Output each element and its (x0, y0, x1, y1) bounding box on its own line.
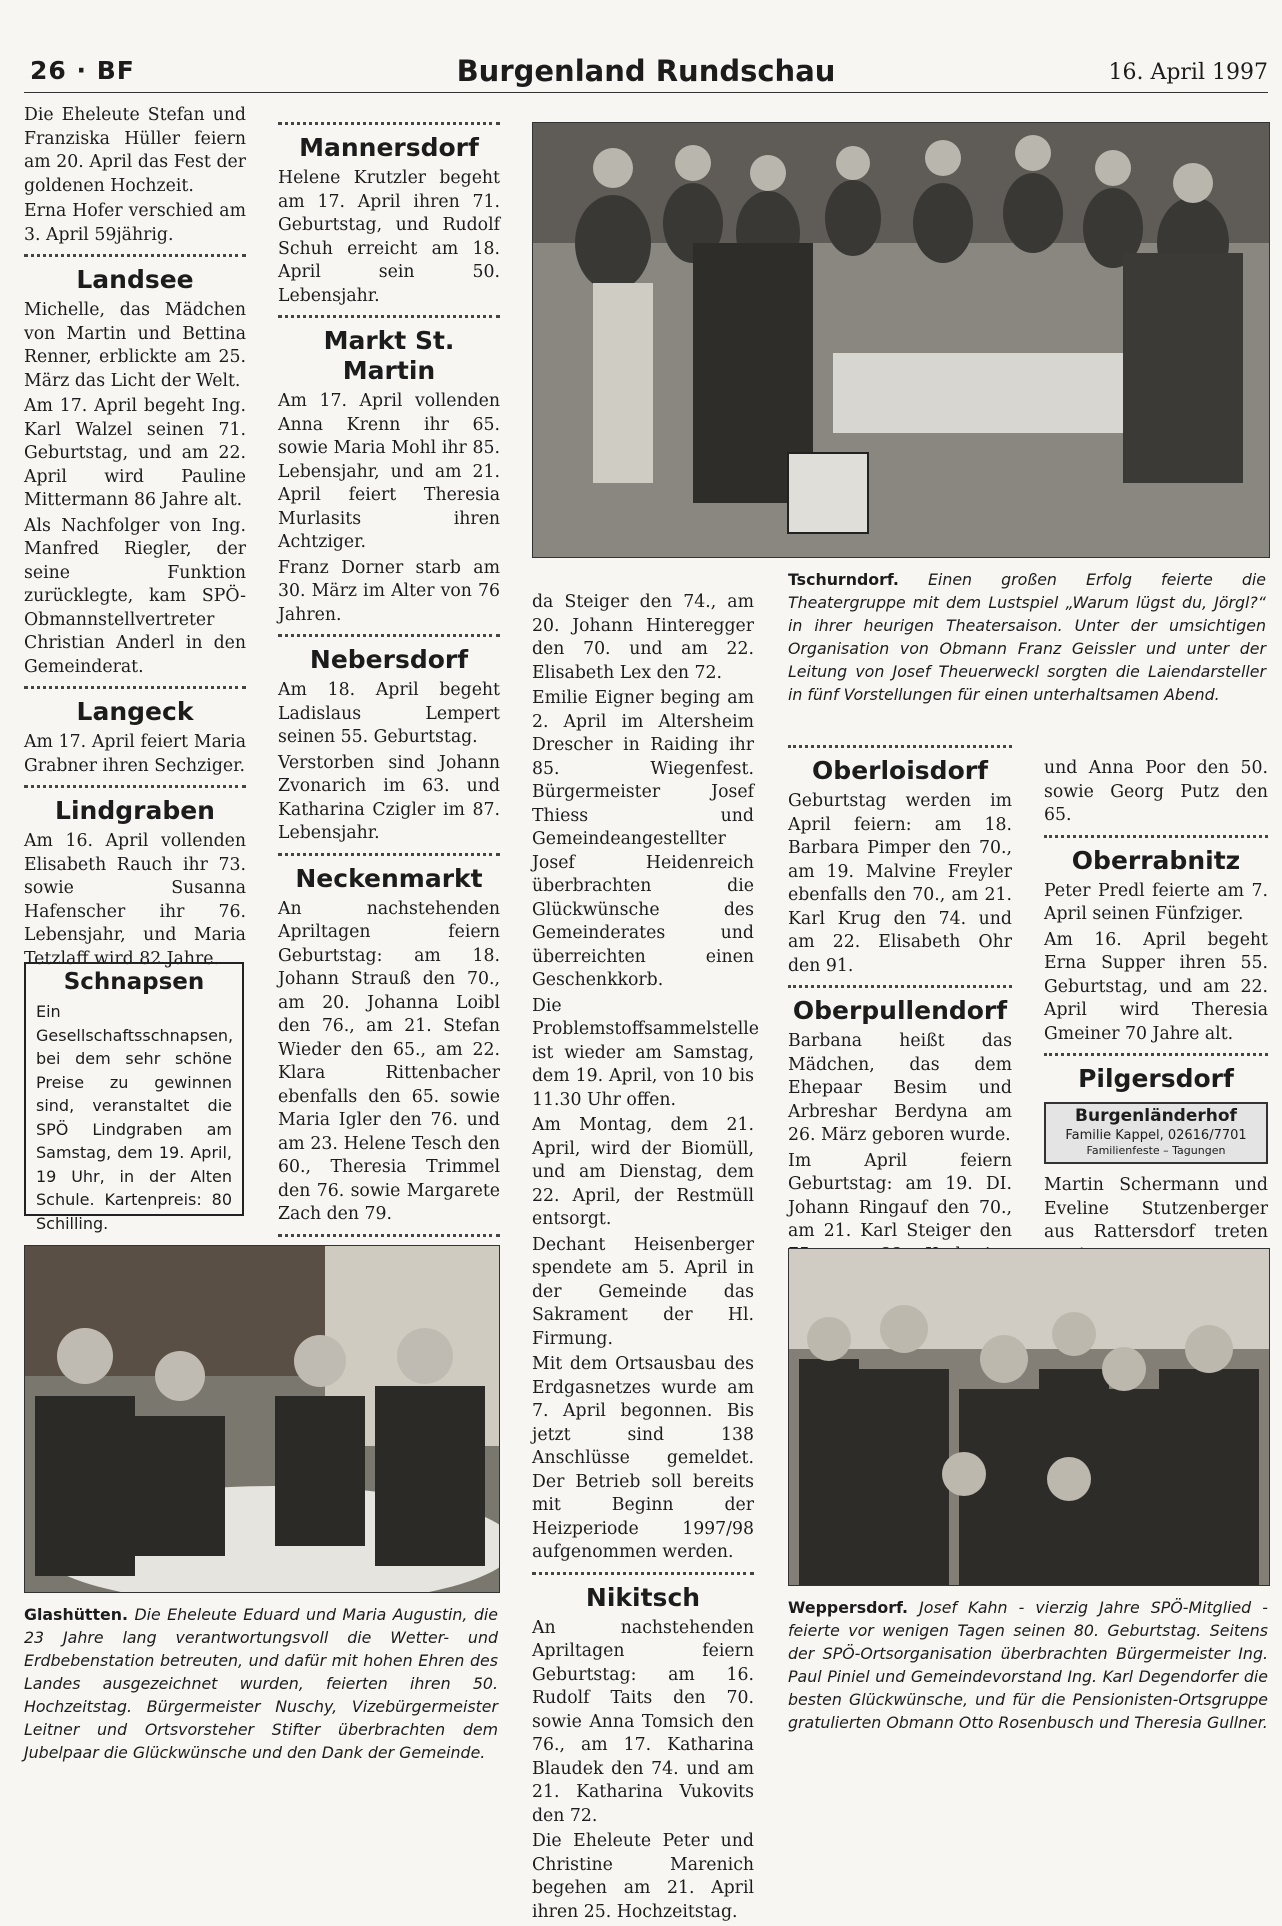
section-title-langeck: Langeck (24, 686, 246, 727)
paragraph: Emilie Eigner beging am 2. April im Altersheim Drescher in Raiding ihr 85. Wiegenfest. Bürgermeister Josef Thiess und Gemeindeangestellter Josef Heidenreich überbrachten die Glückwünsche des Gemeinderates und überreichten einen Geschenkkorb. (532, 688, 754, 990)
paragraph: Mit dem Ortsausbau des Erdgasnetzes wurde am 7. April begonnen. Bis jetzt sind 138 Anschlüsse gemeldet. Der Betrieb soll bereits mit Beginn der Heizperiode 1997/98 aufgenommen werden. (532, 1354, 754, 1562)
section-title-nebersdorf: Nebersdorf (278, 634, 500, 675)
column-3 (532, 591, 760, 1926)
paragraph: Barbana heißt das Mädchen, das dem Ehepaar Besim und Arbreshar Berdyna am 26. März geboren wurde. (788, 1031, 1012, 1145)
column-1 (24, 104, 246, 973)
paragraph: Die Problemstoffsammelstelle ist wieder am Samstag, dem 19. April, von 10 bis 11.30 Uhr offen. (532, 995, 760, 1110)
caption-place: Weppersdorf. (788, 1598, 909, 1617)
paragraph: Martin Schermann und Eveline Stutzenberger aus Rattersdorf treten (1044, 1175, 1268, 1242)
section-title-lindgraben: Lindgraben (24, 785, 246, 826)
caption-weppersdorf (788, 1596, 1268, 1734)
paragraph: Im April feiern Geburtstag: am 19. DI. Johann Ringauf den 70., am 21. Karl Steiger den (788, 1150, 1012, 1241)
paragraph: Die Eheleute Stefan und Franziska Hüller feiern am 20. April das Fest der goldenen Hochzeit. (24, 105, 246, 196)
section-title-mannersdorf: Mannersdorf (278, 122, 500, 163)
section-title-pilgersdorf: Pilgersdorf (1044, 1053, 1268, 1094)
theater-group-photo (532, 122, 1270, 558)
caption-text: Einen großen Erfolg feierte die Theatergruppe mit dem Lustspiel „Warum lügst du, Jörgl?“ in ihrer heurigen Theatersaison. Unter der umsichtigen Organisation von Obmann Franz Geissler und unter der Leitung von Josef Theuerweckl sorgten die Laiendarsteller in fünf Vorstellungen für einen unterhaltsamen Abend. (788, 570, 1266, 704)
page-number: 26 · BF (30, 56, 135, 85)
paragraph: An nachstehenden Apriltagen feiern Geburtstag: am 18. Johann Strauß den 70., am 20. Johanna Loibl den 76., am 21. Stefan Wieder den 65., am 22. Klara Rittenbacher ebenfalls den 65. sowie Maria Igler den 76. und am 23. Helene Tesch den 60., Theresia Trimmel den 76. sowie Margarete Zach den 79. (278, 898, 500, 1224)
section-title-markt-st-martin: Markt St. Martin (278, 315, 500, 386)
paragraph: Am 16. April vollenden Elisabeth Rauch ihr 73. sowie Susanna Hafenscher ihr 76. Lebensjahr, und Maria Tetzlaff wird 82 Jahre. (24, 831, 246, 969)
section-title-landsee: Landsee (24, 254, 246, 295)
paragraph: Franz Dorner starb am 30. März im Alter von 76 Jahren. (278, 557, 500, 625)
schnapsen-box (24, 962, 244, 1233)
paragraph: und Anna Poor den 50. sowie Georg Putz den 65. (1044, 758, 1268, 825)
ad-contact: Familie Kappel, 02616/7701 (1065, 1128, 1247, 1143)
section-title-oberrabnitz: Oberrabnitz (1044, 835, 1268, 876)
burgenlaenderhof-ad (1044, 1102, 1268, 1164)
caption-glashuetten (24, 1603, 498, 1764)
page-header (24, 52, 1268, 93)
caption-tschurndorf (788, 568, 1266, 706)
paragraph: Am 16. April begeht Erna Supper ihren 55. Geburtstag, und am 22. April wird Theresia Gmeiner 70 Jahre alt. (1044, 929, 1268, 1044)
paragraph: Als Nachfolger von Ing. Manfred Riegler, der seine Funktion zurücklegte, kam SPÖ-Obmannstellvertreter Christian Anderl in den Gemeinderat. (24, 515, 246, 677)
caption-place: Glashütten. (24, 1605, 128, 1624)
paragraph: Am 17. April begeht Ing. Karl Walzel seinen 71. Geburtstag, und am 22. April wird Pauline Mittermann 86 Jahre alt. (24, 396, 246, 510)
caption-text: Die Eheleute Eduard und Maria Augustin, die 23 Jahre lang verantwortungsvoll die Wetter- und Erdbebenstation betreuten, und dafür mit hohen Ehren des Landes ausgezeichnet wurden, feierten ihren 50. Hochzeitstag. Bürgermeister Nuschy, Vizebürgermeister Leitner und Ortsvorsteher Stifter überbrachten dem Jubelpaar die Glückwünsche und den Dank der Gemeinde. (24, 1605, 498, 1762)
column-4 (788, 738, 1012, 1293)
section-title-nikitsch: Nikitsch (532, 1572, 754, 1613)
paragraph: da Steiger den 74., am 20. Johann Hinteregger den 70. und am 22. Elisabeth Lex den 72. (532, 592, 754, 683)
paragraph: Geburtstag werden im April feiern: am 18. Barbara Pimper den 70., am 19. Malvine Freyler ebenfalls den 70., am 21. Karl Krug den 74. und am 22. Elisabeth Ohr den 91. (788, 791, 1012, 976)
paragraph: Peter Predl feierte am 7. April seinen Fünfziger. (1044, 880, 1268, 924)
paragraph: Dechant Heisenberger spendete am 5. April in der Gemeinde das Sakrament der Hl. Firmung. (532, 1234, 754, 1349)
paragraph: Am 17. April vollenden Anna Krenn ihr 65. sowie Maria Mohl ihr 85. Lebensjahr, und am 21. April feiert Theresia Murlasits ihren Achtziger. (278, 391, 500, 552)
ad-name: Burgenländerhof (1075, 1106, 1237, 1126)
issue-date: 16. April 1997 (1108, 60, 1268, 85)
box-text: Ein Gesellschaftsschnapsen, bei dem sehr schöne Preise zu gewinnen sind, veranstaltet die SPÖ Lindgraben am Samstag, dem 19. April, 19 Uhr, in der Alten Schule. Kartenpreis: 80 Schilling. (36, 1002, 234, 1233)
box-title: Schnapsen (63, 969, 205, 995)
newspaper-title: Burgenland Rundschau (456, 54, 836, 88)
paragraph: Am Montag, dem 21. April, wird der Biomüll, und am Dienstag, dem 22. April, der Restmüll entsorgt. (532, 1115, 754, 1229)
paragraph: Am 17. April feiert Maria Grabner ihren Sechziger. (24, 732, 246, 776)
section-title-oberpullendorf: Oberpullendorf (788, 985, 1012, 1026)
paragraph: Verstorben sind Johann Zvonarich im 63. und Katharina Czigler im 87. Lebensjahr. (278, 752, 500, 843)
paragraph: Am 18. April begeht Ladislaus Lempert seinen 55. Geburtstag. (278, 680, 500, 747)
caption-text: Josef Kahn - vierzig Jahre SPÖ-Mitglied - feierte vor wenigen Tagen seinen 80. Geburtstag. Seitens der SPÖ-Ortsorganisation überbrachten Bürgermeister Ing. Paul Piniel und Gemeindevorstand Ing. Karl Degendorfer die besten Glückwünsche, und für die Pensionisten-Ortsgruppe gratulierten Obmann Otto Rosenbusch und Theresia Gullner. (788, 1598, 1268, 1732)
paragraph: Michelle, das Mädchen von Martin und Bettina Renner, erblickte am 25. März das Licht der Welt. (24, 300, 246, 391)
paragraph: An nachstehenden Apriltagen feiern Geburtstag: am 16. Rudolf Taits den 70. sowie Anna Tomsich den 76., am 17. Katharina Blaudek den 74. und am 21. Katharina Vukovits den 72. (532, 1617, 754, 1826)
section-title-oberloisdorf: Oberloisdorf (788, 745, 1012, 786)
column-5 (1044, 757, 1268, 1270)
birthday-group-photo (788, 1248, 1270, 1586)
paragraph: Helene Krutzler begeht am 17. April ihren 71. Geburtstag, und Rudolf Schuh erreicht am 18. April sein 50. Lebensjahr. (278, 168, 500, 306)
column-2 (278, 122, 500, 1375)
paragraph: Erna Hofer verschied am 3. April 59jährig. (24, 201, 246, 245)
caption-place: Tschurndorf. (788, 570, 899, 589)
ad-subline: Familienfeste – Tagungen (1086, 1144, 1226, 1157)
anniversary-couple-photo (24, 1245, 500, 1593)
paragraph: Die Eheleute Peter und Christine Marenich begehen am 21. April ihren 25. Hochzeitstag. (532, 1831, 754, 1922)
section-title-neckenmarkt: Neckenmarkt (278, 853, 500, 894)
